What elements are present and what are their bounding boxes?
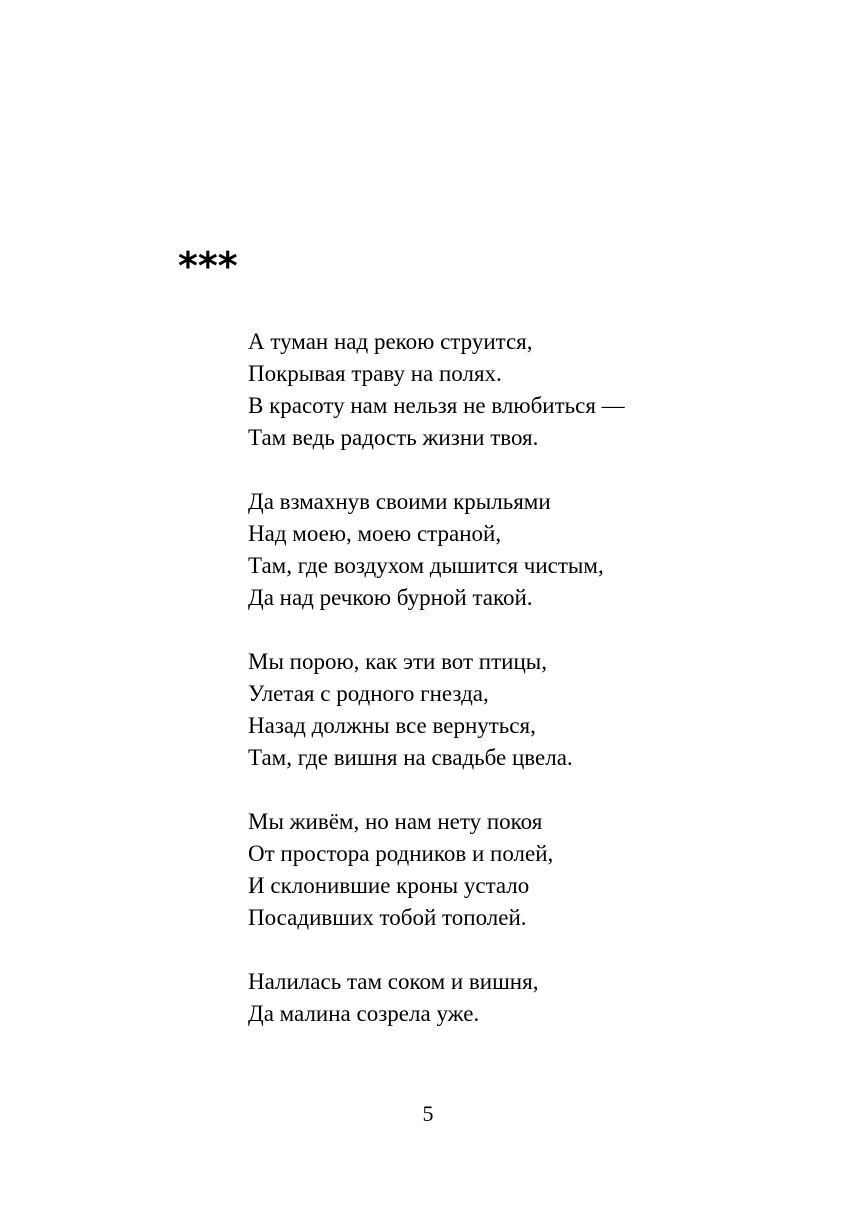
poem [248,326,808,1062]
poem-line: Покрывая траву на полях. [248,361,502,386]
poem-line: Над моею, моею страной, [248,521,502,546]
poem-line: Мы живём, но нам нету покоя [248,809,543,834]
stanza-4 [248,806,808,934]
stanza-3 [248,646,808,774]
poem-line: Да малина созрела уже. [248,1001,480,1026]
poem-line: И склонившие кроны устало [248,873,530,898]
stanza-1 [248,326,808,454]
poem-line: Посадивших тобой тополей. [248,905,527,930]
poem-line: А туман над рекою струится, [248,329,533,354]
poem-line: В красоту нам нельзя не влюбиться — [248,393,625,418]
poem-line: Там, где воздухом дышится чистым, [248,553,604,578]
poem-line: Улетая с родного гнезда, [248,681,489,706]
poem-line: Да взмахнув своими крыльями [248,489,551,514]
stanza-5 [248,966,808,1030]
stanza-2 [248,486,808,614]
poem-line: Налилась там соком и вишня, [248,969,539,994]
page-number: 5 [422,1101,434,1126]
poem-line: Там, где вишня на свадьбе цвела. [248,745,573,770]
poem-line: От простора родников и полей, [248,841,554,866]
section-asterism: *** [178,244,238,288]
poem-line: Да над речкою бурной такой. [248,585,533,610]
poem-line: Там ведь радость жизни твоя. [248,425,539,450]
poem-line: Мы порою, как эти вот птицы, [248,649,547,674]
poem-line: Назад должны все вернуться, [248,713,536,738]
